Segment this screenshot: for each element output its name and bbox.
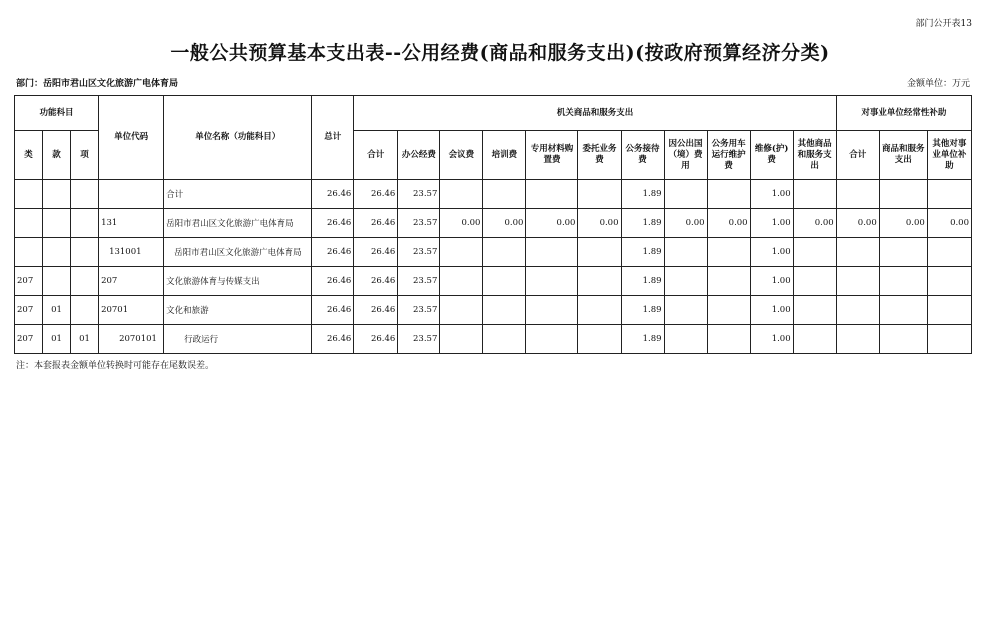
cell-qita (793, 267, 836, 296)
cell-huiyi (440, 180, 483, 209)
cell-gongche (707, 180, 750, 209)
cell-qita (793, 180, 836, 209)
unit-label: 金额单位：万元 (906, 79, 970, 89)
cell-sy-heji: 0.00 (836, 209, 879, 238)
cell-huiyi (440, 296, 483, 325)
header-sy-qita: 其他对事业单位补助 (927, 131, 971, 180)
cell-yingong: 0.00 (664, 209, 707, 238)
header-jiguan: 机关商品和服务支出 (354, 96, 836, 131)
cell-huiyi (440, 267, 483, 296)
cell-lei (15, 180, 43, 209)
cell-sy-qita (927, 238, 971, 267)
department-label: 部门：岳阳市君山区文化旅游广电体育局 (16, 79, 179, 89)
cell-bangong: 23.57 (398, 209, 440, 238)
header-gnkm: 功能科目 (15, 96, 99, 131)
cell-heji: 26.46 (354, 238, 398, 267)
header-huiyi: 会议费 (440, 131, 483, 180)
cell-total: 26.46 (312, 209, 354, 238)
form-code: 部门公开表13 (915, 19, 972, 29)
cell-name: 岳阳市君山区文化旅游广电体育局 (164, 209, 312, 238)
cell-lei: 207 (15, 296, 43, 325)
cell-qita (793, 296, 836, 325)
cell-zhuanyong (526, 325, 578, 354)
cell-code: 207 (99, 267, 164, 296)
cell-kuan: 01 (43, 296, 71, 325)
header-weixiu: 维修(护)费 (750, 131, 793, 180)
header-peixun: 培训费 (483, 131, 526, 180)
cell-xiang: 01 (71, 325, 99, 354)
cell-zhuanyong (526, 238, 578, 267)
cell-xiang (71, 296, 99, 325)
table-header (15, 96, 972, 180)
cell-name: 文化和旅游 (164, 296, 312, 325)
cell-weituo: 0.00 (578, 209, 621, 238)
cell-total: 26.46 (312, 267, 354, 296)
cell-kuan (43, 267, 71, 296)
cell-sy-heji (836, 238, 879, 267)
cell-code: 131 (99, 209, 164, 238)
cell-gongche (707, 325, 750, 354)
header-total: 总计 (312, 96, 354, 180)
cell-sy-qita (927, 267, 971, 296)
cell-qita (793, 325, 836, 354)
header-heji: 合计 (354, 131, 398, 180)
cell-jiedai: 1.89 (621, 296, 664, 325)
table-row (15, 209, 972, 238)
cell-lei (15, 209, 43, 238)
cell-gongche (707, 267, 750, 296)
cell-qita: 0.00 (793, 209, 836, 238)
cell-heji: 26.46 (354, 267, 398, 296)
header-qita: 其他商品和服务支出 (793, 131, 836, 180)
cell-name: 岳阳市君山区文化旅游广电体育局 (164, 238, 312, 267)
cell-xiang (71, 267, 99, 296)
cell-sy-shangpin (879, 325, 927, 354)
cell-sy-heji (836, 180, 879, 209)
cell-yingong (664, 325, 707, 354)
cell-weixiu: 1.00 (750, 296, 793, 325)
cell-yingong (664, 296, 707, 325)
cell-kuan (43, 209, 71, 238)
header-unit-code: 单位代码 (99, 96, 164, 180)
cell-sy-heji (836, 267, 879, 296)
cell-peixun: 0.00 (483, 209, 526, 238)
cell-name: 文化旅游体育与传媒支出 (164, 267, 312, 296)
table-row (15, 180, 972, 209)
cell-zhuanyong: 0.00 (526, 209, 578, 238)
cell-code: 2070101 (99, 325, 164, 354)
cell-weixiu: 1.00 (750, 267, 793, 296)
cell-total: 26.46 (312, 180, 354, 209)
cell-name: 行政运行 (164, 325, 312, 354)
cell-sy-qita (927, 180, 971, 209)
cell-peixun (483, 296, 526, 325)
table-row (15, 296, 972, 325)
cell-weituo (578, 267, 621, 296)
cell-jiedai: 1.89 (621, 325, 664, 354)
cell-sy-shangpin (879, 267, 927, 296)
cell-peixun (483, 238, 526, 267)
cell-kuan (43, 238, 71, 267)
cell-jiedai: 1.89 (621, 209, 664, 238)
header-unit-name: 单位名称（功能科目） (164, 96, 312, 180)
cell-kuan: 01 (43, 325, 71, 354)
header-zhuanyong: 专用材料购置费 (526, 131, 578, 180)
cell-peixun (483, 267, 526, 296)
cell-yingong (664, 267, 707, 296)
cell-huiyi (440, 325, 483, 354)
cell-peixun (483, 325, 526, 354)
cell-heji: 26.46 (354, 180, 398, 209)
header-bangong: 办公经费 (398, 131, 440, 180)
cell-weixiu: 1.00 (750, 209, 793, 238)
cell-huiyi: 0.00 (440, 209, 483, 238)
cell-total: 26.46 (312, 296, 354, 325)
cell-weixiu: 1.00 (750, 180, 793, 209)
header-lei: 类 (15, 131, 43, 180)
cell-jiedai: 1.89 (621, 238, 664, 267)
cell-heji: 26.46 (354, 209, 398, 238)
cell-sy-qita (927, 296, 971, 325)
cell-huiyi (440, 238, 483, 267)
cell-sy-qita: 0.00 (927, 209, 971, 238)
cell-xiang (71, 238, 99, 267)
header-yingong: 因公出国（境）费用 (664, 131, 707, 180)
cell-lei: 207 (15, 325, 43, 354)
cell-lei: 207 (15, 267, 43, 296)
cell-weixiu: 1.00 (750, 325, 793, 354)
cell-sy-shangpin (879, 238, 927, 267)
cell-weituo (578, 325, 621, 354)
cell-qita (793, 238, 836, 267)
cell-code (99, 180, 164, 209)
cell-code: 131001 (99, 238, 164, 267)
cell-bangong: 23.57 (398, 296, 440, 325)
table-row (15, 325, 972, 354)
budget-table (14, 95, 972, 354)
cell-code: 20701 (99, 296, 164, 325)
cell-lei (15, 238, 43, 267)
header-gongche: 公务用车运行维护费 (707, 131, 750, 180)
cell-zhuanyong (526, 296, 578, 325)
cell-yingong (664, 180, 707, 209)
header-sy-shangpin: 商品和服务支出 (879, 131, 927, 180)
cell-name: 合计 (164, 180, 312, 209)
footnote: 注：本套报表金额单位转换时可能存在尾数误差。 (16, 361, 215, 371)
header-jiedai: 公务接待费 (621, 131, 664, 180)
cell-weixiu: 1.00 (750, 238, 793, 267)
cell-weituo (578, 238, 621, 267)
cell-weituo (578, 296, 621, 325)
cell-total: 26.46 (312, 238, 354, 267)
header-shiye: 对事业单位经常性补助 (836, 96, 971, 131)
cell-total: 26.46 (312, 325, 354, 354)
header-xiang: 项 (71, 131, 99, 180)
cell-sy-shangpin (879, 296, 927, 325)
cell-xiang (71, 209, 99, 238)
cell-sy-qita (927, 325, 971, 354)
table-row (15, 238, 972, 267)
cell-peixun (483, 180, 526, 209)
cell-bangong: 23.57 (398, 325, 440, 354)
cell-sy-heji (836, 296, 879, 325)
cell-sy-heji (836, 325, 879, 354)
cell-jiedai: 1.89 (621, 180, 664, 209)
cell-gongche (707, 238, 750, 267)
cell-gongche: 0.00 (707, 209, 750, 238)
cell-bangong: 23.57 (398, 267, 440, 296)
cell-kuan (43, 180, 71, 209)
cell-gongche (707, 296, 750, 325)
cell-sy-shangpin (879, 180, 927, 209)
header-sy-heji: 合计 (836, 131, 879, 180)
cell-sy-shangpin: 0.00 (879, 209, 927, 238)
cell-heji: 26.46 (354, 325, 398, 354)
table-row (15, 267, 972, 296)
table-body (15, 180, 972, 354)
cell-bangong: 23.57 (398, 238, 440, 267)
cell-zhuanyong (526, 267, 578, 296)
cell-bangong: 23.57 (398, 180, 440, 209)
cell-yingong (664, 238, 707, 267)
page-title: 一般公共预算基本支出表--公用经费(商品和服务支出)(按政府预算经济分类) (170, 42, 830, 64)
cell-xiang (71, 180, 99, 209)
header-weituo: 委托业务费 (578, 131, 621, 180)
header-kuan: 款 (43, 131, 71, 180)
cell-jiedai: 1.89 (621, 267, 664, 296)
cell-heji: 26.46 (354, 296, 398, 325)
cell-weituo (578, 180, 621, 209)
cell-zhuanyong (526, 180, 578, 209)
